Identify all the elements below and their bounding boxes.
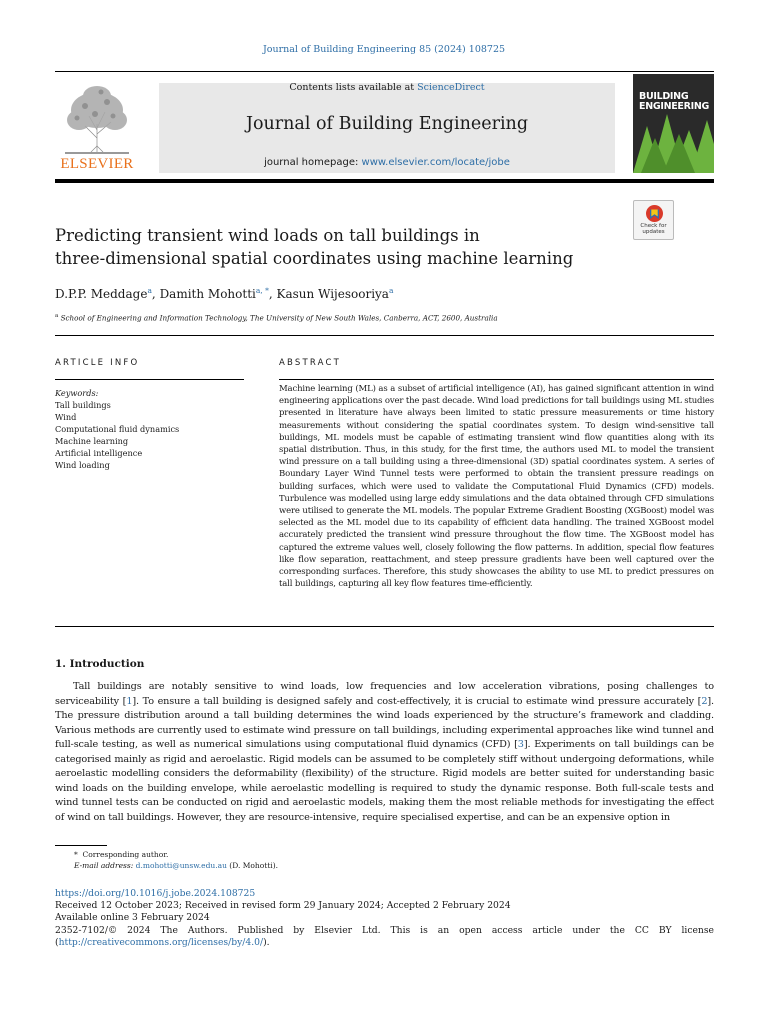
author-name[interactable]: D.P.P. Meddage [55,287,148,301]
affiliation-text: School of Engineering and Information Technology, The University of New South Wales, Canberra, ACT, 2600, Australia [60,313,498,323]
article-info-rule [55,379,244,380]
journal-homepage [159,157,615,168]
cover-title [639,92,711,112]
homepage-prefix: journal homepage: [264,157,362,168]
journal-title: Journal of Building Engineering [245,114,529,134]
affiliation-mark: a [55,313,59,319]
paper-title-line1: Predicting transient wind loads on tall buildings in [55,226,480,245]
contents-prefix: Contents lists available at [289,82,418,93]
author-affiliation-mark[interactable]: a, * [255,286,269,295]
author-affiliation-mark[interactable]: a [388,286,394,295]
cover-art-icon [633,74,714,173]
reference-link[interactable]: 2 [701,695,708,707]
intro-text: ]. The pressure distribution around a tall building determines the wind loads experienced by the structure’s framework and cladding. Various methods are currently used to estimate wind pressure on tall buildings, including experimental approaches like wind tunnel and full-scale testing, as well as numerical simulations using computational fluid dynamics (CFD) [ [55,695,714,750]
header-thick-rule [55,179,714,183]
affiliation-rule [55,335,714,336]
author-separator: , [151,287,160,301]
section-heading-introduction: 1. Introduction [55,658,145,670]
contents-availability [159,82,615,93]
author-list [55,286,655,301]
article-metadata [55,888,714,949]
elsevier-wordmark: ELSEVIER [60,156,134,172]
homepage-link[interactable]: www.elsevier.com/locate/jobe [361,157,510,168]
paper-title-line2: three-dimensional spatial coordinates using machine learning [55,249,574,268]
corresponding-author-note [74,849,674,860]
author-name[interactable]: Kasun Wijesooriya [276,287,389,301]
abstract-text: Machine learning (ML) as a subset of artificial intelligence (AI), has gained significant attention in wind engineering applications over the past decade. Wind load predictions for tall buildings using ML studies presented in literature have always been limited to static pressure measurements or time history measurements without considering the spatial coordinates system. To design wind-sensitive tall buildings, ML models must be capable of estimating transient wind flow quantities along with its spatial distribution. Thus, in this study, for the first time, the authors used ML to model the transient wind pressure on a tall building using a three-dimensional (3D) spatial coordinates system. A series of Boundary Layer Wind Tunnel tests were performed to obtain the transient pressure readings on building surfaces, which were used to validate the Computational Fluid Dynamics (CFD) models. Turbulence was modelled using large eddy simulations and the data obtained through CFD simulations were utilised to generate the ML models. The popular Extreme Gradient Boosting (XGBoost) model was selected as the ML model due to its capability of efficient data handling. The trained XGBoost model accurately predicted the transient wind pressure throughout the flow time. The XGBoost model has captured the extreme values well, closely following the flow patterns. In addition, special flow features like flow separation, reattachment, and steep pressure gradients have been well captured over the corresponding surfaces. Therefore, this study showcases the ability to use ML to predict pressures on tall buildings, capturing all key flow features time-efficiently. [279,384,714,590]
journal-cover[interactable] [633,74,714,173]
cover-line-building: BUILDING [639,91,689,102]
footnotes [74,849,674,871]
corresponding-mark: * [74,850,78,859]
sciencedirect-link[interactable]: ScienceDirect [417,82,485,93]
doi-link[interactable]: https://doi.org/10.1016/j.jobe.2024.108725 [55,888,256,899]
license-url-link[interactable]: http://creativecommons.org/licenses/by/4.0/ [58,936,264,948]
cover-line-engineering: ENGINEERING [639,101,710,112]
header-top-rule [55,71,714,72]
license-statement: 2352-7102/© 2024 The Authors. Published by Elsevier Ltd. This is an open access article under the CC BY license [55,924,714,936]
intro-text: ]. To ensure a tall building is designed safely and cost-effectively, it is crucial to estimate wind pressure accurately [ [132,695,702,707]
check-updates-icon [645,204,664,223]
check-updates-line2: updates [642,229,665,235]
email-label: E-mail address: [74,861,134,870]
license-url-open: ( [55,936,59,948]
abstract-rule [279,379,714,380]
keyword-item: Wind [55,412,77,422]
corresponding-text: Corresponding author. [82,850,169,859]
license-url-line [55,937,714,949]
journal-citation[interactable]: Journal of Building Engineering 85 (2024) 108725 [262,44,506,55]
keywords-label: Keywords: [55,388,99,398]
intro-text: ]. Experiments on tall buildings can be categorised mainly as rigid and aeroelastic. Rigid models can be assumed to be completely stiff without undergoing deformations, while aeroelastic modelling considers the deformability (flexibility) of the structure. Rigid models are better suited for understanding basic wind loads on the building envelope, while aeroelastic modelling is required to study the dynamic response. Both full-scale tests and wind tunnel tests can be conducted on rigid and aeroelastic models, making them the most reliable methods for investigating the effect of wind on tall buildings. However, they are resource-intensive, require specialised expertise, and can be an expensive option in [55,739,714,823]
author-separator: , [268,287,277,301]
abstract-heading: ABSTRACT [279,358,342,368]
introduction-paragraph [55,680,714,825]
keyword-item: Computational fluid dynamics [55,424,180,434]
footnote-rule [55,845,107,846]
email-link[interactable]: d.mohotti@unsw.edu.au [135,861,227,870]
keyword-item: Tall buildings [55,400,111,410]
keywords-list [55,387,255,471]
abstract-end-rule [55,626,714,627]
reference-link[interactable]: 3 [517,739,524,750]
check-updates-label [633,223,674,235]
reference-link[interactable]: 1 [126,695,133,707]
received-dates: Received 12 October 2023; Received in revised form 29 January 2024; Accepted 2 February 2024 [55,900,511,912]
intro-text: Tall buildings are notably sensitive to wind loads, low frequencies and low acceleration vibrations, posing challenges to serviceability [ [55,681,714,707]
article-info-heading: ARTICLE INFO [55,358,140,368]
author-name[interactable]: Damith Mohotti [159,287,256,301]
paper-title [55,224,615,270]
keyword-item: Artificial intelligence [55,448,143,458]
keyword-item: Wind loading [55,460,110,470]
author-affiliation-mark[interactable]: a [147,286,152,295]
email-suffix: (D. Mohotti). [226,861,279,870]
keyword-item: Machine learning [55,436,129,446]
license-url-close: ). [263,936,270,948]
affiliation [55,313,695,322]
check-updates-line1: Check for [640,223,667,229]
email-note [74,860,674,871]
available-online: Available online 3 February 2024 [55,912,210,924]
